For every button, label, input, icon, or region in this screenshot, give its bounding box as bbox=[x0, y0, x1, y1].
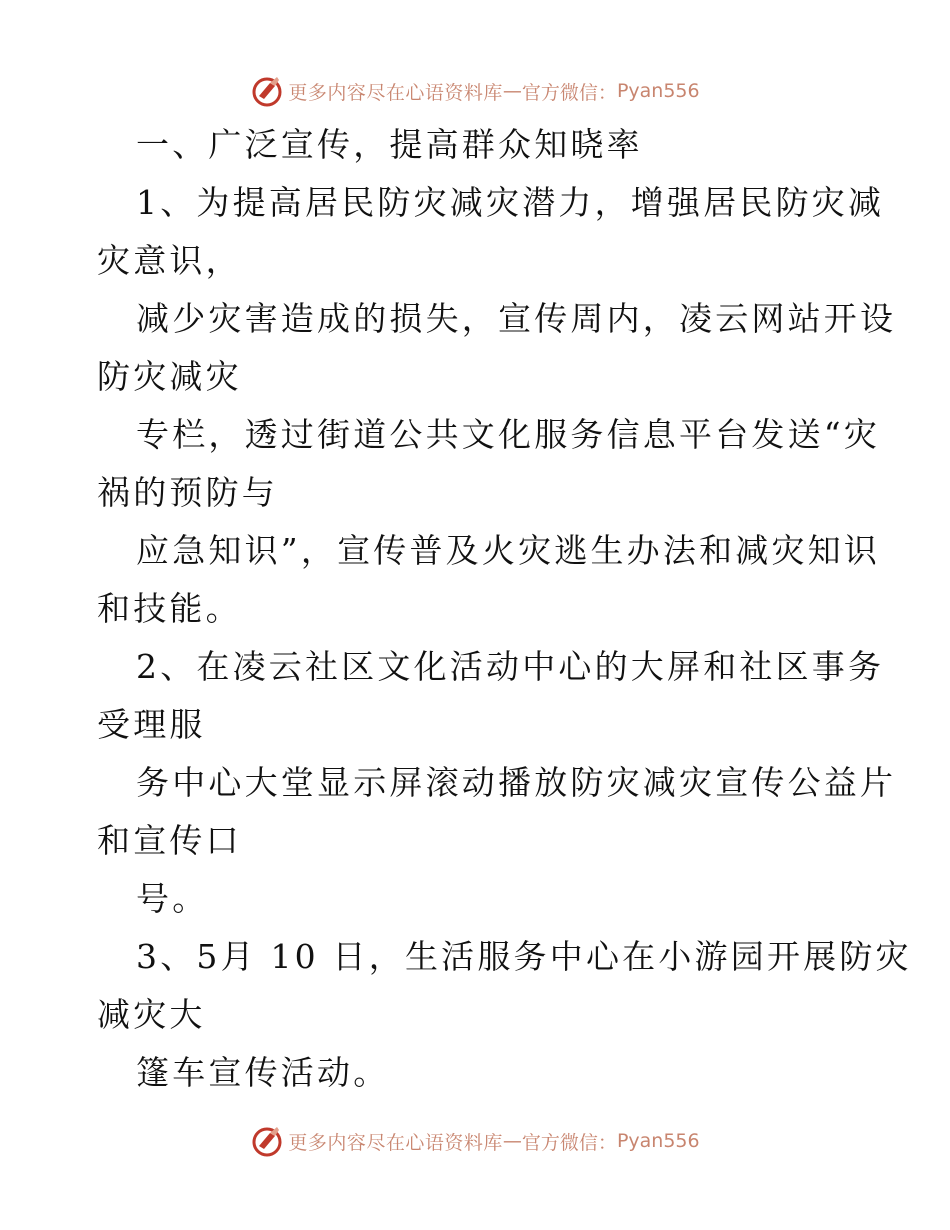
text-line: 篷车宣传活动。 bbox=[136, 1053, 390, 1092]
text-line: 减灾大 bbox=[97, 995, 206, 1034]
text-line: 一、广泛宣传，提高群众知晓率 bbox=[136, 125, 643, 164]
watermark-separator: — bbox=[502, 80, 522, 102]
text-line: 3、5月 10 日，生活服务中心在小游园开展防灾 bbox=[136, 937, 912, 976]
logo-icon bbox=[250, 1124, 284, 1158]
watermark-separator: — bbox=[502, 1130, 522, 1152]
text-line: 防灾减灾 bbox=[97, 357, 242, 396]
text-line: 务中心大堂显示屏滚动播放防灾减灾宣传公益片 bbox=[136, 763, 897, 802]
text-line: 受理服 bbox=[97, 705, 206, 744]
watermark-text: 更多内容尽在心语资料库 bbox=[288, 81, 503, 104]
text-line: 号。 bbox=[136, 879, 209, 918]
watermark-footer bbox=[0, 1121, 950, 1161]
watermark-text: 更多内容尽在心语资料库 bbox=[288, 1131, 503, 1154]
text-line: 1、为提高居民防灾减灾潜力，增强居民防灾减 bbox=[136, 183, 885, 222]
watermark-handle: Pyan556 bbox=[616, 80, 700, 102]
document-body bbox=[97, 116, 912, 1102]
text-line: 应急知识”，宣传普及火灾逃生办法和减灾知识 bbox=[136, 531, 881, 570]
watermark-label: 官方微信： bbox=[521, 1131, 617, 1154]
logo-icon bbox=[250, 74, 284, 108]
watermark-label: 官方微信： bbox=[521, 81, 617, 104]
text-line: 祸的预防与 bbox=[97, 473, 278, 512]
watermark-header bbox=[0, 71, 950, 111]
text-line: 灾意识， bbox=[97, 241, 242, 280]
text-line: 2、在凌云社区文化活动中心的大屏和社区事务 bbox=[136, 647, 885, 686]
text-line: 减少灾害造成的损失，宣传周内，凌云网站开设 bbox=[136, 299, 897, 338]
watermark-handle: Pyan556 bbox=[616, 1130, 700, 1152]
text-line: 专栏，透过街道公共文化服务信息平台发送“灾 bbox=[136, 415, 881, 454]
text-line: 和技能。 bbox=[97, 589, 242, 628]
text-line: 和宣传口 bbox=[97, 821, 242, 860]
